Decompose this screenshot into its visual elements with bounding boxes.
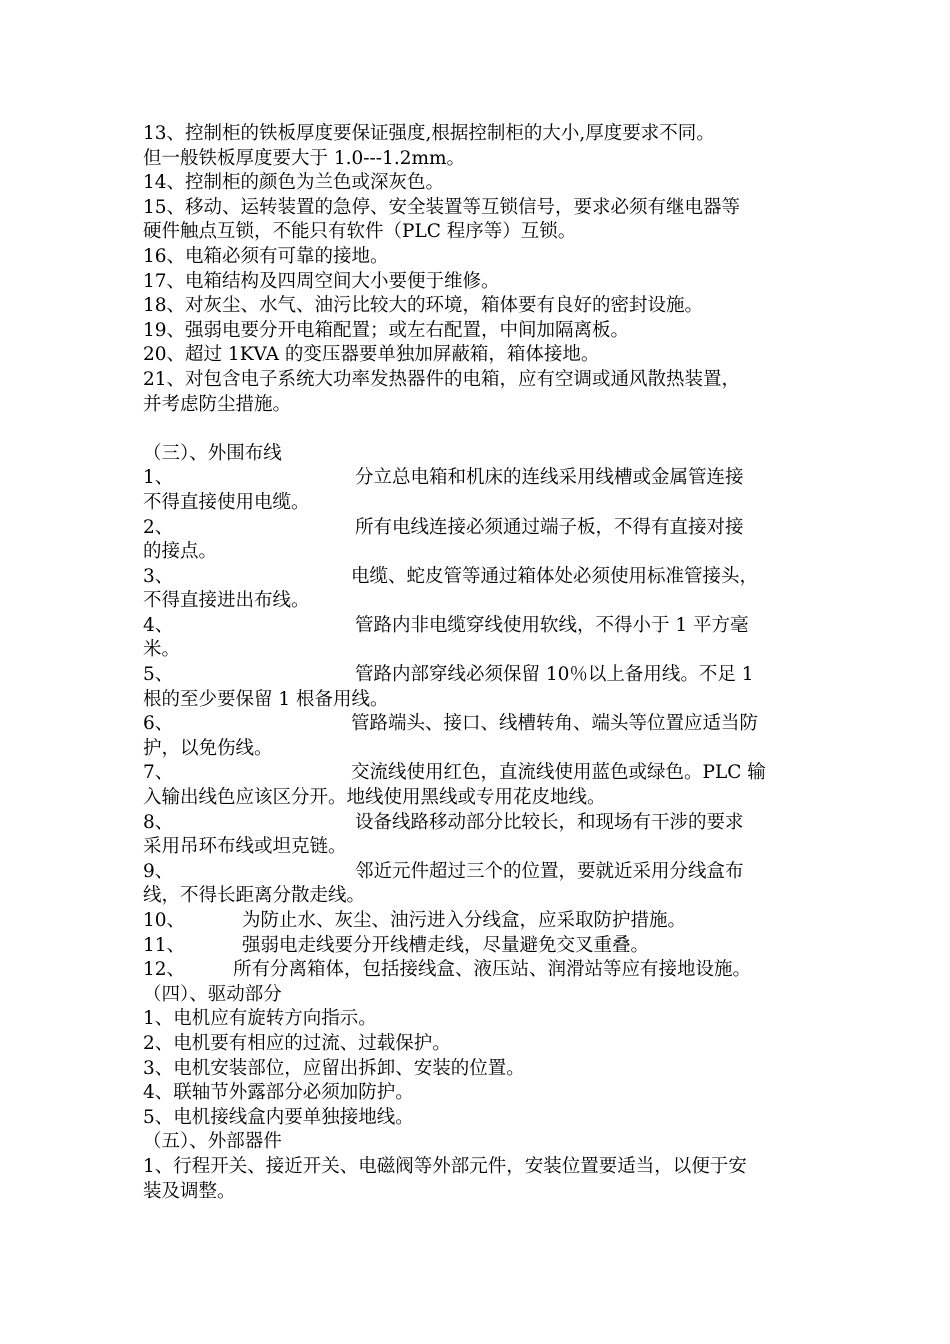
s3-item-1-cont: 不得直接使用电缆。 xyxy=(143,491,310,513)
item-18-line1: 18、对灰尘、水气、油污比较大的环境，箱体要有良好的密封设施。 xyxy=(143,295,704,317)
s3-item-1 xyxy=(143,466,810,491)
s3-item-8 xyxy=(143,811,810,836)
s3-item-10 xyxy=(143,909,810,934)
s3-item-1-text: 分立总电箱和机床的连线采用线槽或金属管连接 xyxy=(355,467,744,489)
s3-item-7-num: 7、 xyxy=(143,762,174,784)
s3-item-11-num: 11、 xyxy=(143,934,186,956)
s3-item-4 xyxy=(143,614,810,639)
s3-item-5-cont: 根的至少要保留 1 根备用线。 xyxy=(143,688,389,710)
s3-item-5-text: 管路内部穿线必须保留 10％以上备用线。不足 1 xyxy=(355,664,754,686)
blank-line xyxy=(143,417,810,442)
item-21-line2: 并考虑防尘措施。 xyxy=(143,393,292,415)
s3-item-2-cont: 的接点。 xyxy=(143,541,218,563)
section3-heading: （三）、外围布线 xyxy=(143,442,282,464)
s3-item-10-text: 为防止水、灰尘、油污进入分线盒，应采取防护措施。 xyxy=(242,910,687,931)
s3-item-1-num: 1、 xyxy=(143,467,174,489)
s3-item-6 xyxy=(143,712,810,737)
s5-item-1-line1: 1、行程开关、接近开关、电磁阀等外部元件，安装位置要适当，以便于安 xyxy=(143,1155,747,1177)
s3-item-7 xyxy=(143,761,810,786)
item-21-line1: 21、对包含电子系统大功率发热器件的电箱，应有空调或通风散热装置， xyxy=(143,368,741,390)
s4-item-1: 1、电机应有旋转方向指示。 xyxy=(143,1008,377,1030)
item-16-line1: 16、电箱必须有可靠的接地。 xyxy=(143,245,389,267)
s3-item-6-text: 管路端头、接口、线槽转角、端头等位置应适当防 xyxy=(351,713,759,735)
s3-item-9-text: 邻近元件超过三个的位置，要就近采用分线盒布 xyxy=(355,860,744,882)
document-page xyxy=(143,122,810,1204)
s3-item-5 xyxy=(143,663,810,688)
s3-item-4-cont: 米。 xyxy=(143,639,181,661)
s3-item-6-cont: 护，以免伤线。 xyxy=(143,737,273,759)
s3-item-2 xyxy=(143,516,810,541)
s3-item-11 xyxy=(143,934,810,959)
item-15-line2: 硬件触点互锁，不能只有软件（PLC 程序等）互锁。 xyxy=(143,221,577,243)
s3-item-6-num: 6、 xyxy=(143,713,174,735)
item-17-line1: 17、电箱结构及四周空间大小要便于维修。 xyxy=(143,270,500,292)
s3-item-9 xyxy=(143,860,810,885)
s4-item-5: 5、电机接线盒内要单独接地线。 xyxy=(143,1106,414,1128)
s3-item-8-text: 设备线路移动部分比较长，和现场有干涉的要求 xyxy=(355,811,744,833)
s3-item-11-text: 强弱电走线要分开线槽走线，尽量避免交叉重叠。 xyxy=(242,934,650,956)
s3-item-12-text: 所有分离箱体，包括接线盒、液压站、润滑站等应有接地设施。 xyxy=(233,959,752,981)
item-13-line2: 但一般铁板厚度要大于 1.0---1.2mm。 xyxy=(143,147,466,169)
item-15-line1: 15、移动、运转装置的急停、安全装置等互锁信号，要求必须有继电器等 xyxy=(143,196,741,218)
s3-item-10-num: 10、 xyxy=(143,910,186,931)
s3-item-4-num: 4、 xyxy=(143,614,174,636)
s3-item-8-cont: 采用吊环布线或坦克链。 xyxy=(143,836,347,858)
s4-item-2: 2、电机要有相应的过流、过载保护。 xyxy=(143,1032,451,1054)
s4-item-3: 3、电机安装部位，应留出拆卸、安装的位置。 xyxy=(143,1057,525,1079)
s3-item-12 xyxy=(143,958,810,983)
item-20-line1: 20、超过 1KVA 的变压器要单独加屏蔽箱，箱体接地。 xyxy=(143,344,600,366)
item-13-line1: 13、控制柜的铁板厚度要保证强度,根据控制柜的大小,厚度要求不同。 xyxy=(143,123,715,144)
s3-item-3-num: 3、 xyxy=(143,565,174,587)
s4-item-4: 4、联轴节外露部分必须加防护。 xyxy=(143,1082,414,1104)
s3-item-3 xyxy=(143,565,810,590)
s3-item-12-num: 12、 xyxy=(143,959,186,981)
section5-heading: （五）、外部器件 xyxy=(143,1131,282,1153)
s3-item-3-text: 电缆、蛇皮管等通过箱体处必须使用标准管接头， xyxy=(351,565,759,587)
item-19-line1: 19、强弱电要分开电箱配置；或左右配置，中间加隔离板。 xyxy=(143,319,630,341)
item-14-line1: 14、控制柜的颜色为兰色或深灰色。 xyxy=(143,172,445,194)
s3-item-9-num: 9、 xyxy=(143,860,174,882)
s3-item-4-text: 管路内非电缆穿线使用软线，不得小于 1 平方毫 xyxy=(355,614,749,636)
s3-item-7-cont: 入输出线色应该区分开。地线使用黑线或专用花皮地线。 xyxy=(143,787,606,809)
s3-item-9-cont: 线，不得长距离分散走线。 xyxy=(143,885,366,907)
s3-item-2-text: 所有电线连接必须通过端子板，不得有直接对接 xyxy=(355,516,744,538)
s3-item-7-text: 交流线使用红色，直流线使用蓝色或绿色。PLC 输 xyxy=(351,762,766,784)
s3-item-2-num: 2、 xyxy=(143,516,174,538)
s3-item-8-num: 8、 xyxy=(143,811,174,833)
s3-item-5-num: 5、 xyxy=(143,664,174,686)
s5-item-1-line2: 装及调整。 xyxy=(143,1180,236,1202)
section4-heading: （四）、驱动部分 xyxy=(143,983,282,1005)
s3-item-3-cont: 不得直接进出布线。 xyxy=(143,590,310,612)
